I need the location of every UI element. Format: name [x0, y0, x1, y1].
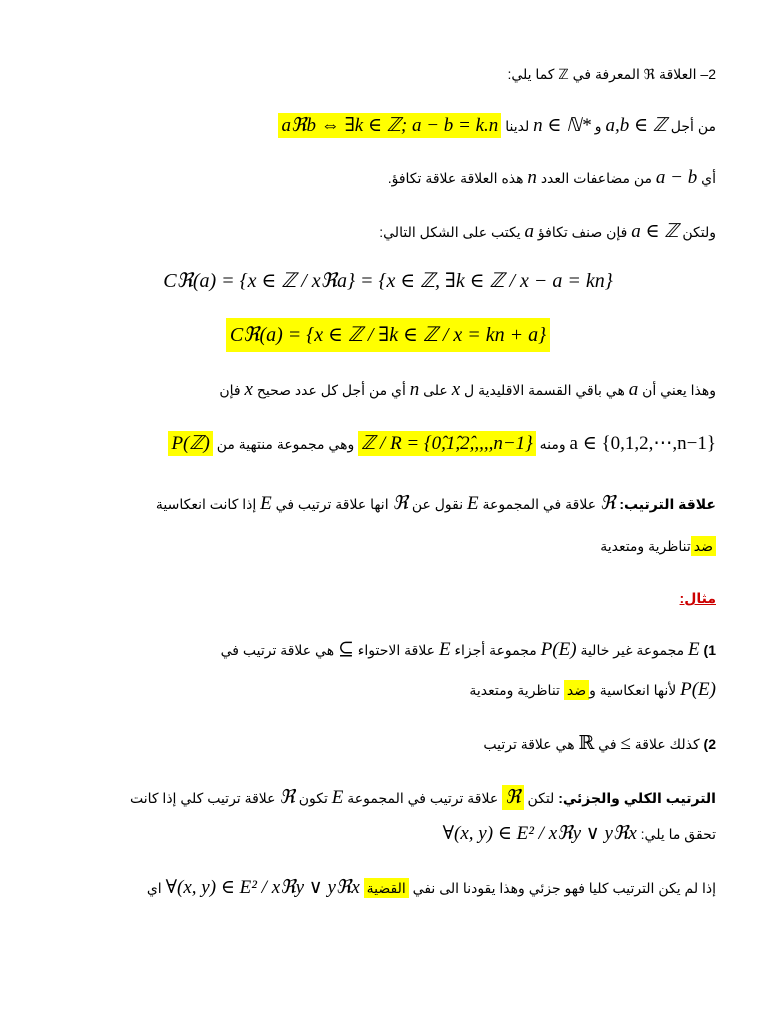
text-total-if: علاقة ترتيب كلي إذا كانت	[129, 790, 276, 806]
equation-1: Cℜ(a) = {x ∈ ℤ / xℜa} = {x ∈ ℤ, ∃k ∈ ℤ / x − a = kn}	[163, 270, 613, 292]
text-if-reflexive: إذا كانت انعكاسية	[155, 496, 257, 512]
text-for-every-integer: أي من أجل كل عدد صحيح	[256, 382, 406, 398]
partial-order-line	[60, 876, 716, 900]
equation-class-definition	[60, 268, 716, 293]
text-remainder: هي باقي القسمة الاقليدية ل	[464, 382, 625, 398]
text-symmetric-transitive-2: تناظرية ومتعدية	[469, 682, 560, 698]
text-satisfies: تحقق ما يلي:	[640, 826, 716, 842]
math-e-2: E	[260, 493, 272, 514]
heading-item-2: 2– العلاقة ℜ المعرفة في ℤ كما يلي:	[507, 66, 716, 82]
math-power-set-e: P(E)	[540, 639, 577, 660]
math-power-set-e-2: P(E)	[680, 679, 716, 700]
math-r: ℜ	[599, 493, 616, 514]
math-total-order-formula-2: ∀(x, y) ∈ E² / xℜy ∨ yℜx	[165, 877, 360, 898]
text-then: فإن	[219, 382, 241, 398]
text-nonempty-set: مجموعة غير خالية	[580, 642, 685, 658]
math-a: a	[628, 379, 639, 400]
highlighted-quotient-set: ℤ / R = {0̂,1̂,2̂,,,,,n−1}	[358, 431, 536, 456]
equation-class-highlighted	[60, 322, 716, 347]
class-intro-line	[60, 220, 716, 244]
text-is-order-2: هي علاقة ترتيب	[483, 736, 575, 752]
example-1-number: 1)	[703, 642, 716, 658]
highlighted-anti-2: ضد	[564, 680, 589, 700]
example-1-line	[60, 638, 716, 662]
math-r-3: ℜ	[279, 787, 295, 808]
math-e-2: E	[438, 639, 451, 660]
example-1-cont-line	[60, 678, 716, 702]
highlighted-r: ℜ	[502, 785, 523, 810]
text-hence: ومنه	[539, 436, 566, 452]
order-relation-line	[60, 492, 716, 516]
math-e: E	[467, 493, 479, 514]
remainder-line	[60, 378, 716, 402]
text-finite-set-of: وهي مجموعة منتهية من	[216, 436, 355, 452]
total-order-line	[60, 786, 716, 810]
example-title: مثال:	[679, 590, 716, 606]
math-x-2: x	[244, 379, 253, 400]
text-because-reflexive: لأنها انعكاسية و	[589, 682, 677, 698]
total-order-formula-line	[60, 822, 716, 846]
highlighted-anti: ضد	[691, 536, 716, 556]
math-total-order-formula: ∀(x, y) ∈ E² / xℜy ∨ yℜx	[442, 823, 637, 844]
math-a-in-z: a ∈ ℤ	[631, 221, 679, 242]
text-also-relation: كذلك علاقة	[634, 736, 700, 752]
text-for: من أجل	[670, 118, 716, 134]
text-let-2: لتكن	[527, 790, 555, 806]
text-we-have: لدينا	[505, 118, 530, 134]
math-e: E	[331, 787, 344, 808]
text-is-order-in: هي علاقة ترتيب في	[220, 642, 335, 658]
math-x: x	[451, 379, 461, 400]
text-equivalence: هذه العلاقة علاقة تكافؤ.	[387, 170, 524, 186]
math-a: a	[524, 221, 535, 242]
text-let: ولتكن	[682, 224, 716, 240]
quotient-set-line	[60, 432, 716, 456]
text-written-as: يكتب على الشكل التالي:	[379, 224, 521, 240]
example-2-number: 2)	[703, 736, 716, 752]
math-reals: ℝ	[578, 733, 595, 754]
math-n-in-n: n ∈ ℕ*	[533, 115, 591, 136]
math-le: ≤	[620, 733, 631, 754]
highlighted-power-set-z: P(ℤ)	[168, 431, 212, 456]
text-relation-in-set: علاقة في المجموعة	[482, 496, 597, 512]
text-symmetric-transitive: تناظرية ومتعدية	[600, 538, 691, 554]
text-i-e: اي	[146, 880, 162, 896]
text-we-say: نقول عن	[411, 496, 464, 512]
math-n: n	[527, 167, 537, 188]
example-2-line	[60, 732, 716, 756]
math-subseteq: ⊆	[337, 639, 354, 660]
equivalence-statement-line	[60, 166, 716, 190]
text-this-means: وهذا يعني أن	[642, 382, 716, 398]
math-a-minus-b: a − b	[655, 167, 698, 188]
highlighted-proposition: القضية	[364, 878, 409, 898]
text-order-in-set: علاقة ترتيب في المجموعة	[347, 790, 499, 806]
highlighted-relation-formula: aℜb ⇔ ∃k ∈ ℤ; a − b = k.n	[278, 113, 501, 138]
math-e: E	[688, 639, 700, 660]
math-ab-in-z: a,b ∈ ℤ	[605, 115, 667, 136]
total-partial-title: الترتيب الكلي والجزئي:	[558, 790, 716, 806]
text-in: في	[598, 736, 617, 752]
math-n: n	[409, 379, 420, 400]
equation-2: Cℜ(a) = {x ∈ ℤ / ∃k ∈ ℤ / x = kn + a}	[226, 318, 550, 352]
text-is-order: انها علاقة ترتيب في	[275, 496, 389, 512]
text-and: و	[594, 118, 602, 134]
math-residue-set: a ∈ {0,1,2,⋯,n−1}	[569, 433, 716, 454]
text-class-of: فإن صنف تكافؤ	[537, 224, 628, 240]
text-set-of-subsets: مجموعة أجزاء	[454, 642, 537, 658]
relation-definition-line	[60, 114, 716, 138]
text-inclusion: علاقة الاحتواء	[357, 642, 436, 658]
example-heading	[60, 586, 716, 610]
antisymmetric-line	[60, 534, 716, 558]
order-relation-title: علاقة الترتيب:	[619, 496, 716, 512]
text-is: تكون	[298, 790, 328, 806]
text-if-not-total: إذا لم يكن الترتيب كليا فهو جزئي وهذا يقودنا الى نفي	[412, 880, 716, 896]
text-multiples: من مضاعفات العدد	[540, 170, 653, 186]
text-meaning: أي	[701, 170, 716, 186]
text-on: على	[423, 382, 448, 398]
math-r-2: ℜ	[392, 493, 408, 514]
